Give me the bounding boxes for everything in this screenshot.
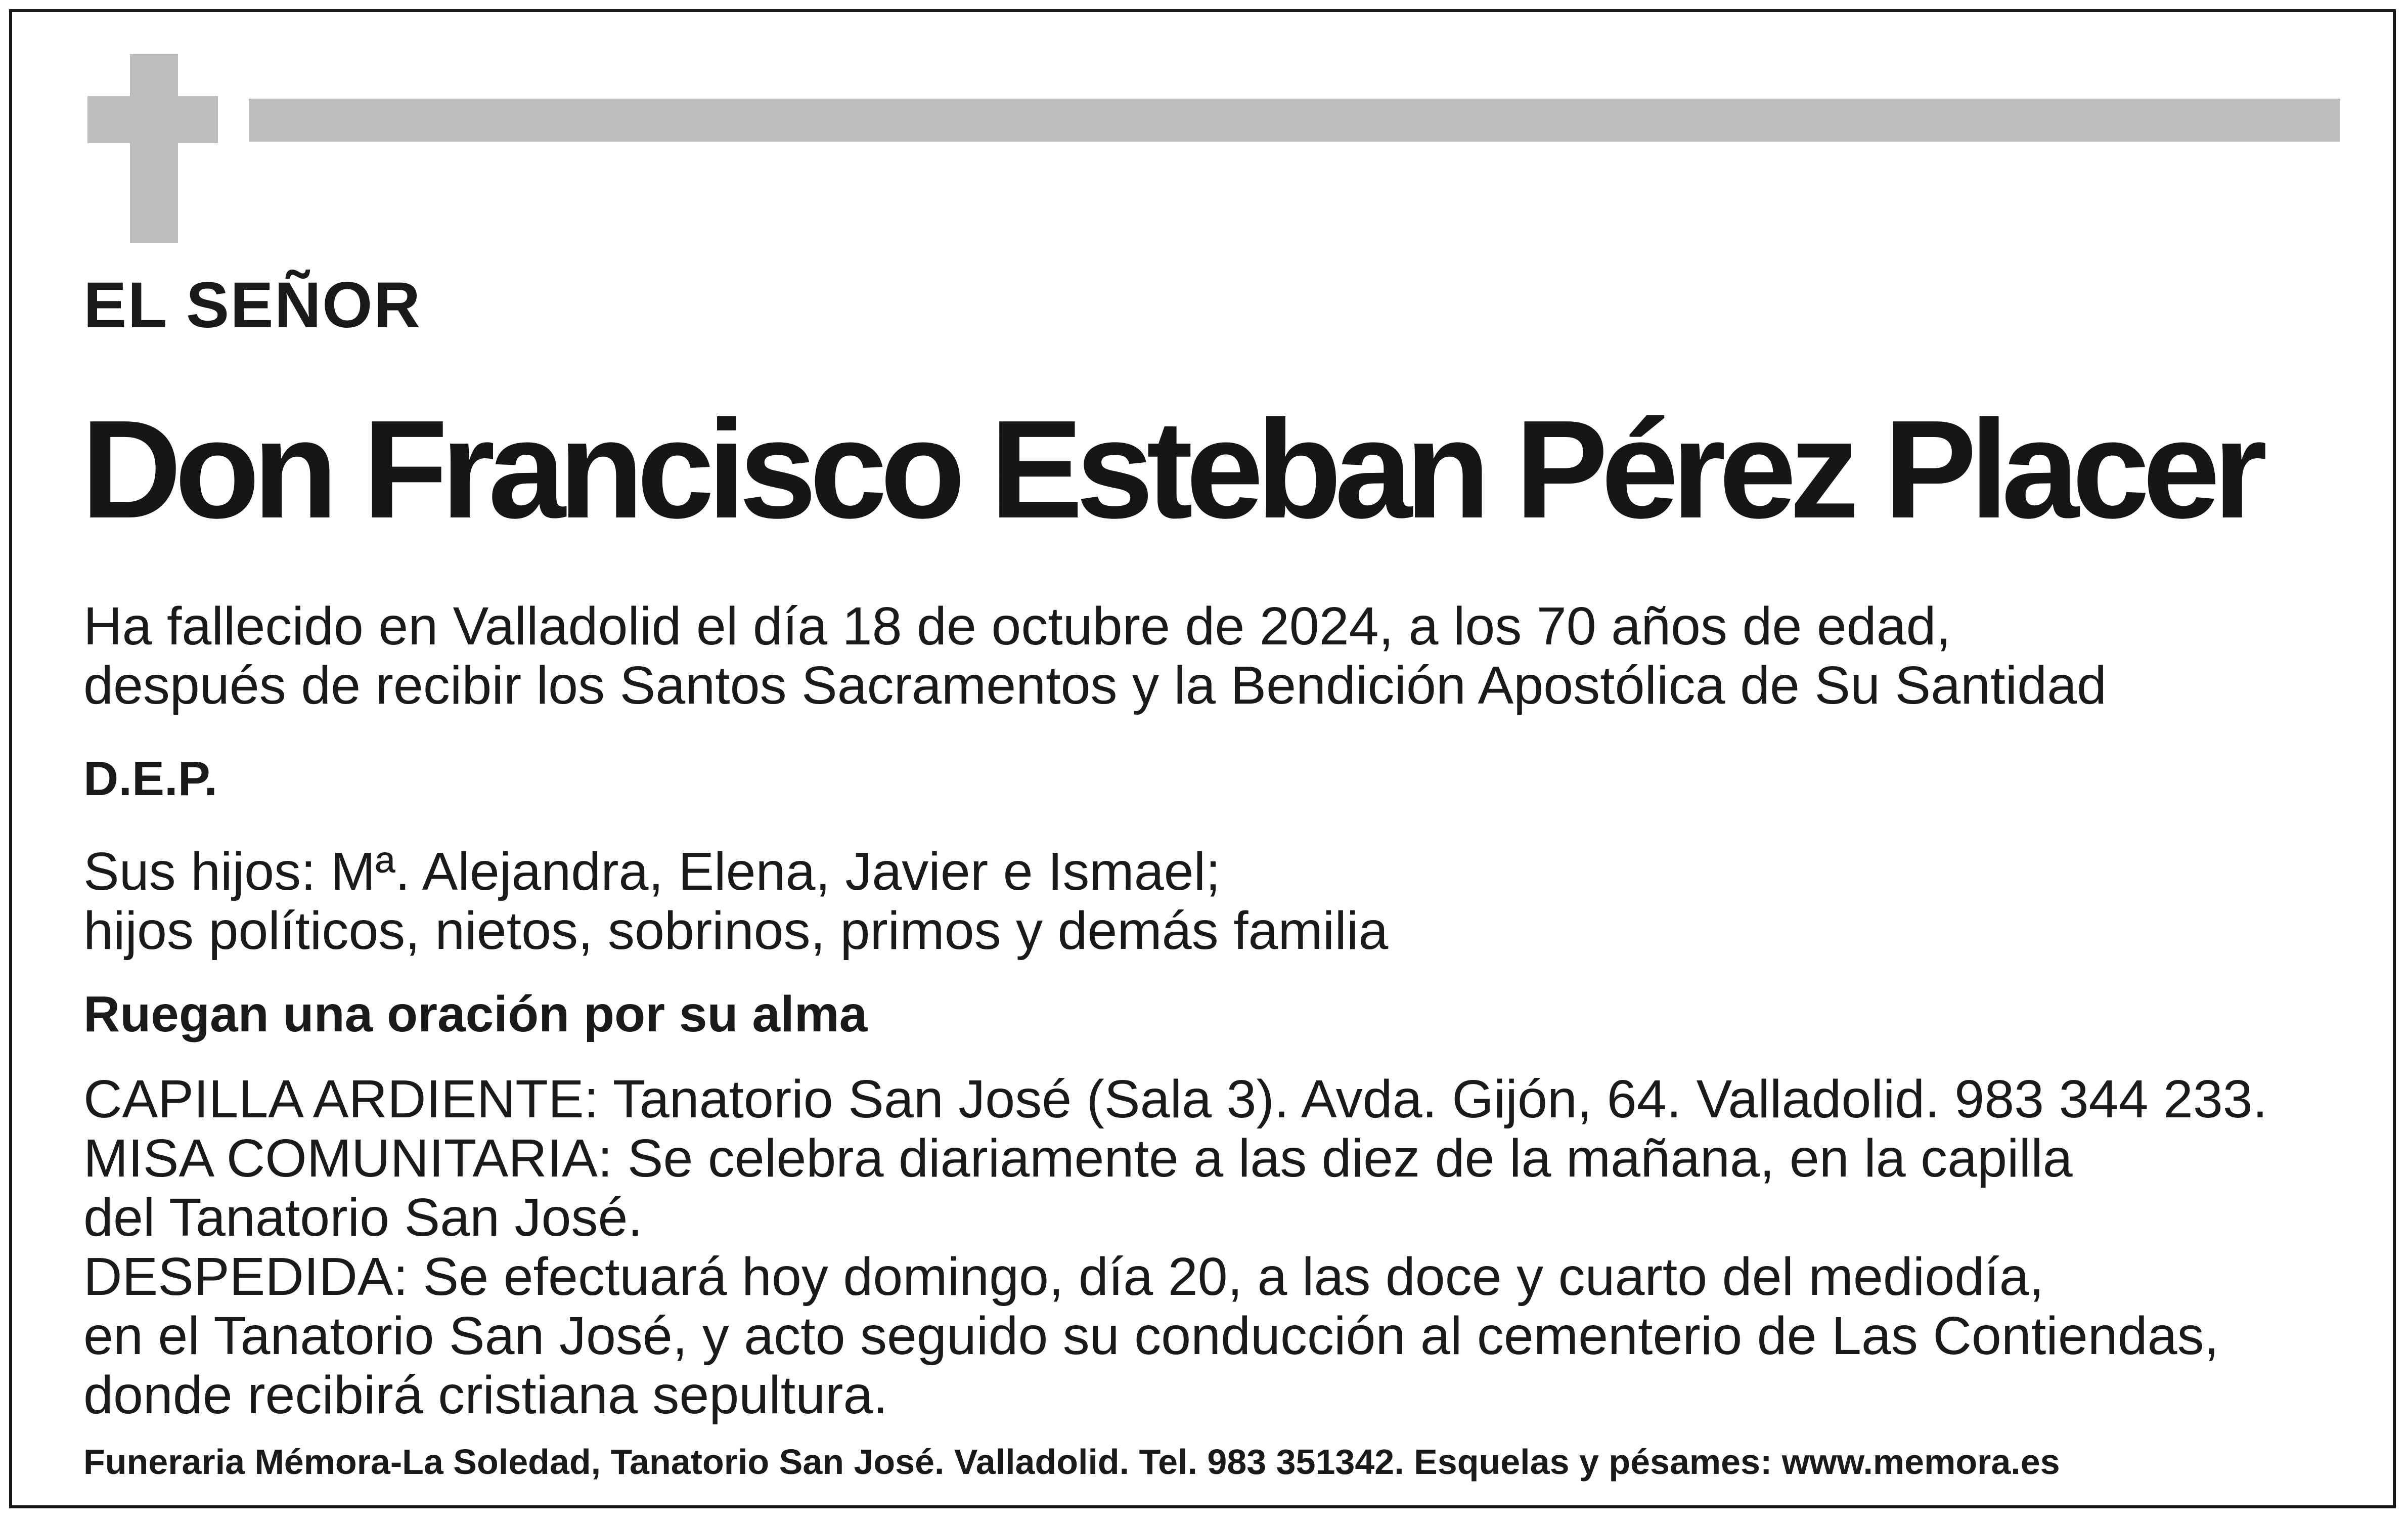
deceased-name: Don Francisco Esteban Pérez Placer	[81, 392, 2260, 547]
funeral-home-footer: Funeraria Mémora-La Soledad, Tanatorio San José. Valladolid. Tel. 983 351342. Esquelas y pésames: www.memora.es	[83, 1442, 2060, 1482]
service-details	[83, 1070, 2267, 1425]
family-list	[83, 842, 1388, 961]
death-notice	[83, 597, 2107, 715]
service-line: donde recibirá cristiana sepultura.	[83, 1365, 888, 1425]
rip-label: D.E.P.	[83, 752, 218, 806]
family-line: hijos políticos, nietos, sobrinos, primos y demás familia	[83, 901, 1389, 961]
service-line: CAPILLA ARDIENTE: Tanatorio San José (Sala 3). Avda. Gijón, 64. Valladolid. 983 344 233.	[83, 1069, 2268, 1129]
cross-horizontal-beam	[87, 96, 218, 143]
service-line: MISA COMUNITARIA: Se celebra diariamente a las diez de la mañana, en la capilla	[83, 1128, 2073, 1188]
prayer-request: Ruegan una oración por su alma	[83, 986, 868, 1042]
notice-heading: EL SEÑOR	[83, 269, 421, 341]
service-line: en el Tanatorio San José, y acto seguido su conducción al cementerio de Las Contiendas,	[83, 1306, 2219, 1366]
service-line: del Tanatorio San José.	[83, 1188, 643, 1247]
service-line: DESPEDIDA: Se efectuará hoy domingo, día 20, a las doce y cuarto del mediodía,	[83, 1247, 2044, 1307]
family-line: Sus hijos: Mª. Alejandra, Elena, Javier e Ismael;	[83, 842, 1221, 901]
death-notice-line: después de recibir los Santos Sacramentos y la Bendición Apostólica de Su Santidad	[83, 656, 2107, 715]
cross-vertical-beam	[130, 54, 178, 243]
death-notice-line: Ha fallecido en Valladolid el día 18 de octubre de 2024, a los 70 años de edad,	[83, 596, 1951, 656]
decorative-gray-bar	[249, 99, 2340, 142]
